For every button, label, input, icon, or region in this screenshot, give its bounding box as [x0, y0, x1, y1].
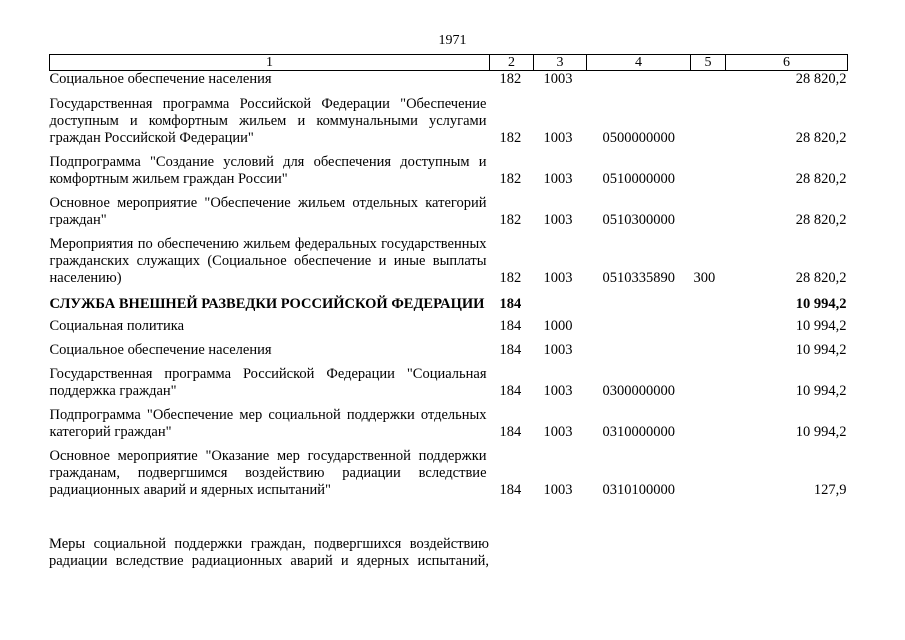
row-amount: 10 994,2: [795, 424, 847, 440]
row-name: Подпрограмма "Создание условий для обеспечения доступным и комфортным жильем граждан России": [49, 154, 487, 187]
row-target-code: 0510300000: [602, 212, 675, 228]
row-amount: 28 820,2: [795, 171, 847, 187]
table-row: [50, 88, 848, 147]
row-amount: 28 820,2: [795, 270, 847, 286]
row-target-code: [587, 313, 691, 335]
table-row: [50, 147, 848, 188]
row-admin-code: 182: [499, 270, 522, 286]
row-name: Подпрограмма "Обеспечение мер социальной поддержки отдельных категорий граждан": [49, 407, 487, 440]
row-amount: 28 820,2: [795, 212, 847, 228]
row-admin-code: 182: [499, 171, 522, 187]
row-amount: 10 994,2: [795, 342, 847, 358]
row-admin-code: 184: [499, 318, 522, 334]
table-row: [50, 71, 848, 89]
row-amount: 28 820,2: [795, 71, 847, 87]
row-admin-code: 184: [499, 296, 522, 312]
row-expense-type: [691, 88, 726, 147]
row-amount: 10 994,2: [795, 296, 847, 312]
row-amount: 28 820,2: [795, 130, 847, 146]
row-section-code: 1003: [543, 212, 573, 228]
row-expense-type: [691, 400, 726, 441]
header-col-1: 1: [50, 55, 490, 71]
header-row: [50, 55, 848, 71]
table-row: [50, 335, 848, 359]
row-section-code: 1003: [543, 482, 573, 498]
row-admin-code: 184: [499, 342, 522, 358]
row-target-code: 0300000000: [602, 383, 675, 399]
row-name: Основное мероприятие "Обеспечение жильем отдельных категорий граждан": [49, 195, 487, 228]
row-section-code: 1003: [543, 424, 573, 440]
row-name: Мероприятия по обеспечению жильем федеральных государственных гражданских служащих (Социальное обеспечение и иные выплаты населению): [49, 236, 487, 286]
row-target-code: [587, 287, 691, 313]
row-target-code: 0310100000: [602, 482, 675, 498]
continuation-text: Меры социальной поддержки граждан, подвергшихся воздействию радиации вследствие радиационных аварий и ядерных испытаний,: [49, 536, 489, 569]
row-section-code: 1000: [543, 318, 573, 334]
row-target-code: 0510335890: [602, 270, 675, 286]
row-admin-code: 182: [499, 212, 522, 228]
row-expense-type: [691, 188, 726, 229]
row-name: Социальное обеспечение населения: [49, 71, 272, 87]
header-col-4: 4: [587, 55, 691, 71]
row-section-code: 1003: [543, 171, 573, 187]
row-expense-type: [691, 359, 726, 400]
table-row: [50, 313, 848, 335]
row-admin-code: 184: [499, 482, 522, 498]
row-target-code: 0500000000: [602, 130, 675, 146]
table-row: [50, 441, 848, 499]
table-row: [50, 229, 848, 287]
page-number: 1971: [438, 33, 467, 48]
row-amount: 10 994,2: [795, 383, 847, 399]
header-col-5: 5: [691, 55, 726, 71]
row-expense-type: [691, 287, 726, 313]
row-amount: 10 994,2: [795, 318, 847, 334]
row-expense-type: [691, 313, 726, 335]
row-name: Государственная программа Российской Федерации "Социальная поддержка граждан": [49, 366, 487, 399]
row-name: Социальное обеспечение населения: [49, 342, 272, 358]
header-col-2: 2: [490, 55, 534, 71]
row-expense-type: [691, 335, 726, 359]
header-col-6: 6: [726, 55, 848, 71]
row-expense-type: [691, 147, 726, 188]
table-row: [50, 287, 848, 313]
table-row: [50, 359, 848, 400]
header-col-3: 3: [534, 55, 587, 71]
row-target-code: 0510000000: [602, 171, 675, 187]
row-admin-code: 184: [499, 424, 522, 440]
row-target-code: 0310000000: [602, 424, 675, 440]
row-section-code: 1003: [543, 383, 573, 399]
row-expense-type: [691, 71, 726, 89]
row-section-code: [534, 287, 587, 313]
row-section-code: 1003: [543, 270, 573, 286]
row-name: Основное мероприятие "Оказание мер государственной поддержки гражданам, подвергшимся воздействию радиации вследствие радиационных аварий и ядерных испытаний": [49, 448, 487, 498]
row-section-code: 1003: [543, 130, 573, 146]
row-section-code: 1003: [543, 342, 573, 358]
row-name: СЛУЖБА ВНЕШНЕЙ РАЗВЕДКИ РОССИЙСКОЙ ФЕДЕРАЦИИ: [49, 296, 485, 312]
row-name: Государственная программа Российской Федерации "Обеспечение доступным и комфортным жильем и коммунальными услугами граждан Российской Федерации": [49, 96, 487, 146]
row-section-code: 1003: [543, 71, 573, 87]
row-target-code: [587, 335, 691, 359]
row-admin-code: 182: [499, 71, 522, 87]
budget-table: [49, 54, 848, 499]
row-expense-type: [691, 441, 726, 499]
row-name: Социальная политика: [49, 318, 185, 334]
row-admin-code: 184: [499, 383, 522, 399]
table-row: [50, 188, 848, 229]
table-row: [50, 400, 848, 441]
row-admin-code: 182: [499, 130, 522, 146]
row-expense-type: 300: [693, 270, 716, 286]
row-amount: 127,9: [813, 482, 847, 498]
row-target-code: [587, 71, 691, 89]
